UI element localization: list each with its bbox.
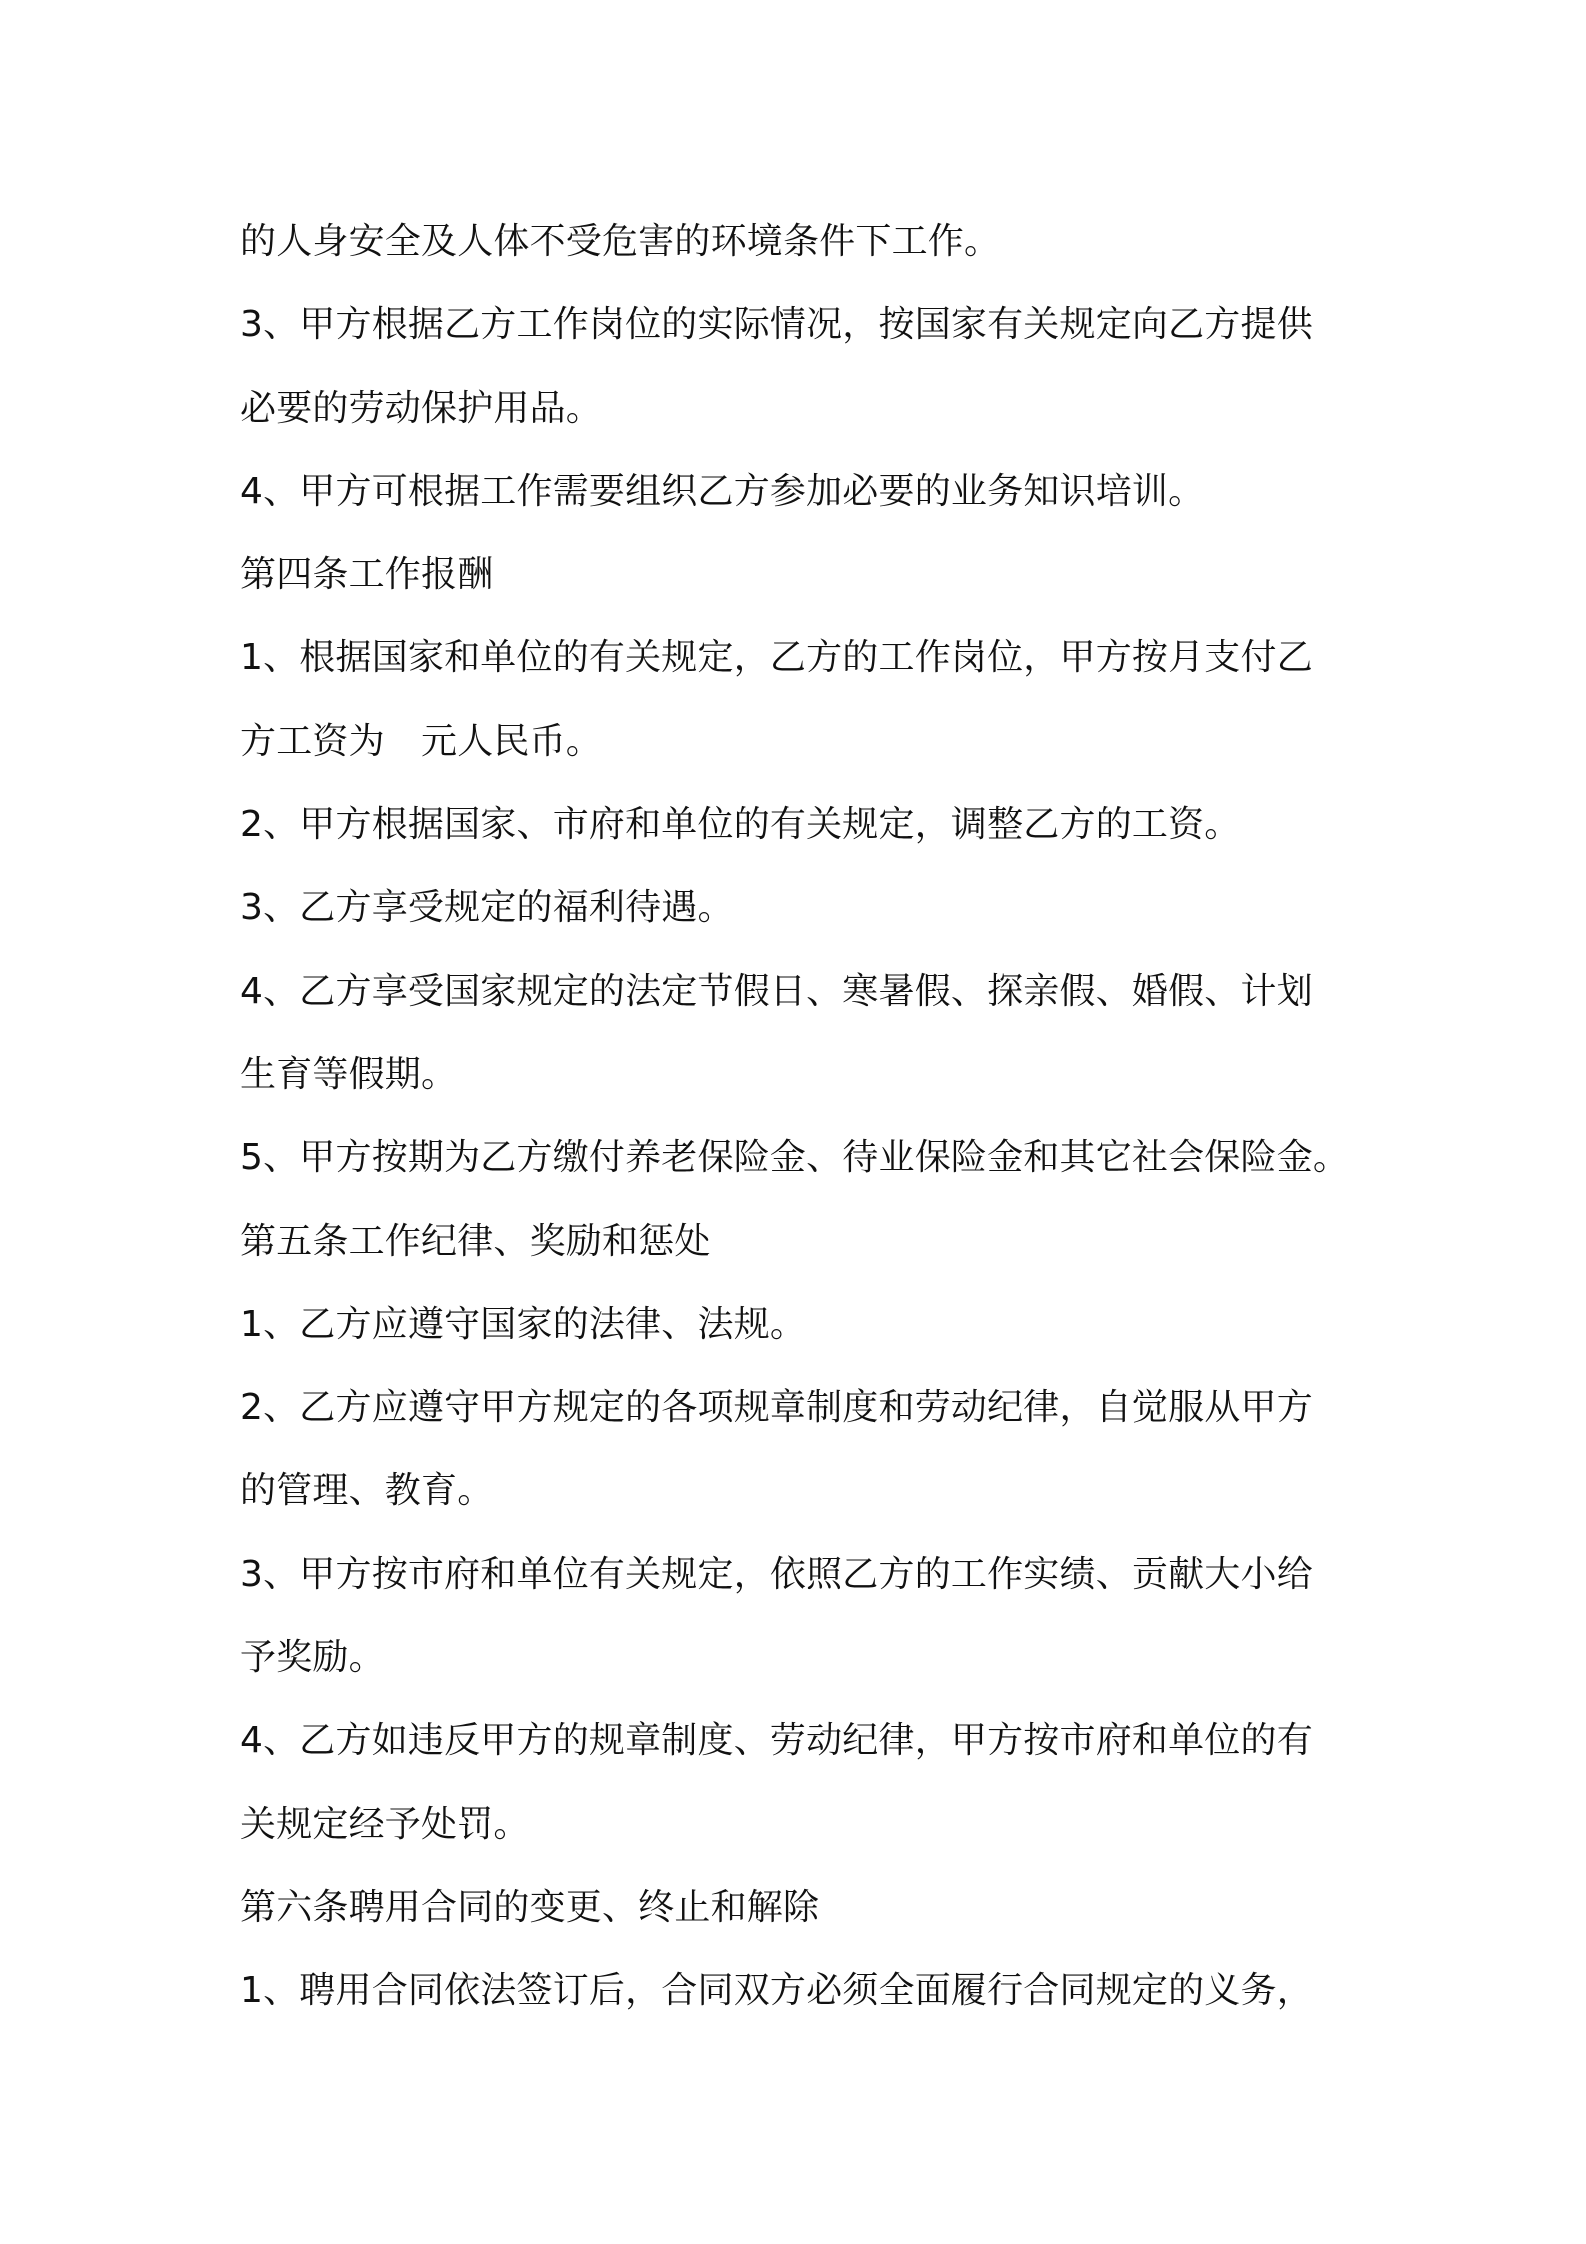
text-line: 2、乙方应遵守甲方规定的各项规章制度和劳动纪律，自觉服从甲方 xyxy=(240,1387,1313,1429)
text-line: 方工资为 元人民币。 xyxy=(240,720,603,762)
text-line: 4、乙方享受国家规定的法定节假日、寒暑假、探亲假、婚假、计划 xyxy=(240,970,1313,1012)
section-heading: 第四条工作报酬 xyxy=(240,554,494,596)
text-line: 4、甲方可根据工作需要组织乙方参加必要的业务知识培训。 xyxy=(240,470,1205,512)
text-line: 3、甲方按市府和单位有关规定，依照乙方的工作实绩、贡献大小给 xyxy=(240,1553,1313,1595)
text-line: 3、乙方享受规定的福利待遇。 xyxy=(240,887,734,929)
text-line: 4、乙方如违反甲方的规章制度、劳动纪律，甲方按市府和单位的有 xyxy=(240,1720,1313,1762)
text-line: 必要的劳动保护用品。 xyxy=(240,387,603,429)
section-heading: 第五条工作纪律、奖励和惩处 xyxy=(240,1220,711,1262)
text-line: 1、乙方应遵守国家的法律、法规。 xyxy=(240,1303,807,1345)
text-line: 生育等假期。 xyxy=(240,1053,458,1095)
text-line: 1、聘用合同依法签订后，合同双方必须全面履行合同规定的义务， xyxy=(240,1970,1313,2012)
text-line: 1、根据国家和单位的有关规定，乙方的工作岗位，甲方按月支付乙 xyxy=(240,637,1313,679)
text-line: 5、甲方按期为乙方缴付养老保险金、待业保险金和其它社会保险金。 xyxy=(240,1137,1350,1179)
text-line: 关规定经予处罚。 xyxy=(240,1803,530,1845)
text-line: 3、甲方根据乙方工作岗位的实际情况，按国家有关规定向乙方提供 xyxy=(240,304,1313,346)
text-line: 予奖励。 xyxy=(240,1637,385,1679)
text-line: 的管理、教育。 xyxy=(240,1470,494,1512)
section-heading: 第六条聘用合同的变更、终止和解除 xyxy=(240,1886,820,1928)
text-line: 的人身安全及人体不受危害的环境条件下工作。 xyxy=(240,221,1001,262)
text-line: 2、甲方根据国家、市府和单位的有关规定，调整乙方的工资。 xyxy=(240,804,1241,846)
document-body xyxy=(240,200,1420,2033)
